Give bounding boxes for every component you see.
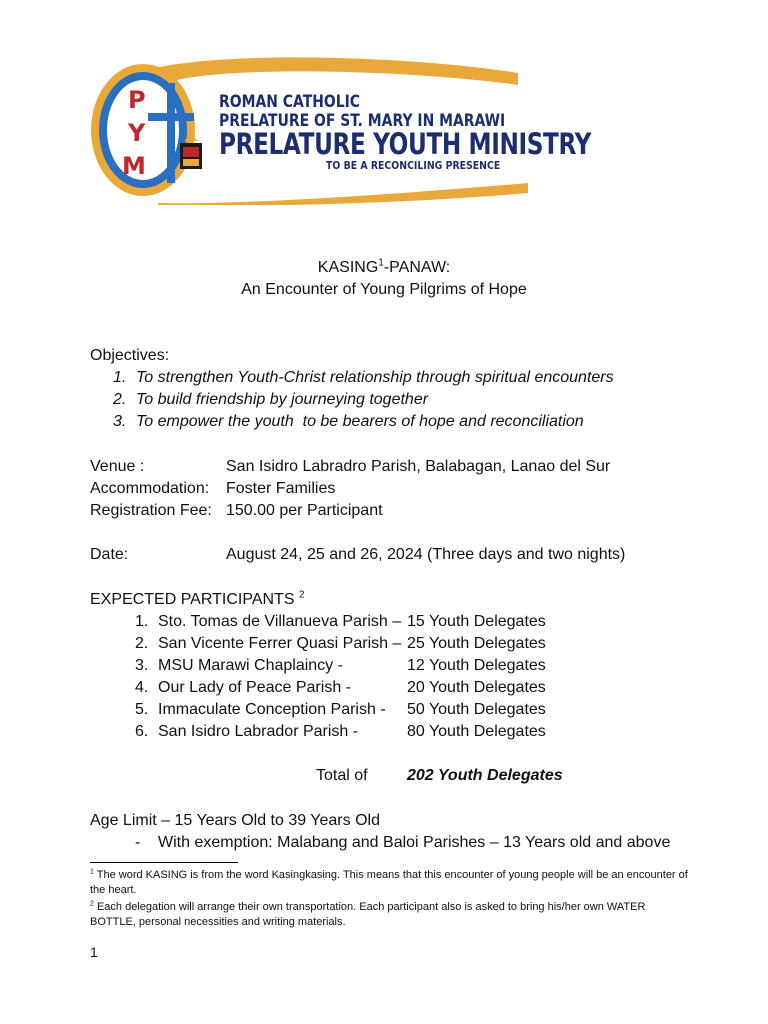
detail-label-registration-fee: Registration Fee:: [90, 502, 212, 519]
total-value: 202 Youth Delegates: [407, 767, 563, 784]
ministry-logo-banner: [0, 0, 768, 220]
monogram-letter-y: Y: [128, 119, 146, 147]
document-subtitle: An Encounter of Young Pilgrims of Hope: [241, 281, 527, 298]
objective-number: 1.: [113, 369, 127, 386]
participant-parish: MSU Marawi Chaplaincy -: [158, 657, 343, 674]
objective-item: To empower the youth to be bearers of hope and reconciliation: [136, 413, 584, 430]
date-label: Date:: [90, 546, 129, 563]
participants-heading-text: EXPECTED PARTICIPANTS: [90, 591, 295, 608]
date-value: August 24, 25 and 26, 2024 (Three days and two nights): [226, 546, 626, 563]
detail-label-accommodation: Accommodation:: [90, 480, 210, 497]
participant-number: 4.: [135, 679, 149, 696]
exemption-bullet: -: [135, 834, 141, 851]
detail-value-registration-fee: 150.00 per Participant: [226, 502, 383, 519]
age-limit: Age Limit – 15 Years Old to 39 Years Old: [90, 812, 380, 829]
participant-delegates: 15 Youth Delegates: [407, 613, 546, 630]
objectives-heading: Objectives:: [90, 347, 170, 364]
participant-delegates: 80 Youth Delegates: [407, 723, 546, 740]
title-word1: KASING: [317, 259, 379, 276]
participant-delegates: 20 Youth Delegates: [407, 679, 546, 696]
participant-number: 2.: [135, 635, 149, 652]
participant-delegates: 25 Youth Delegates: [407, 635, 546, 652]
title-footnote-ref-1: 1: [378, 257, 384, 269]
participant-number: 1.: [135, 613, 149, 630]
logo-org-line1: ROMAN CATHOLIC: [219, 92, 361, 112]
participant-delegates: 50 Youth Delegates: [407, 701, 546, 718]
footnote-divider: [90, 862, 238, 863]
participant-number: 3.: [135, 657, 149, 674]
logo-org-line2: PRELATURE OF ST. MARY IN MARAWI: [219, 111, 506, 131]
objective-number: 2.: [113, 391, 127, 408]
age-exemption: With exemption: Malabang and Baloi Parishes – 13 Years old and above: [158, 834, 671, 851]
footnote-2-marker: 2: [90, 900, 94, 908]
footnote-1-marker: 1: [90, 868, 94, 876]
participant-parish: San Vicente Ferrer Quasi Parish –: [158, 635, 402, 652]
objective-item: To strengthen Youth-Christ relationship through spiritual encounters: [136, 369, 614, 386]
footnote-1: [90, 868, 690, 898]
participant-parish: Our Lady of Peace Parish -: [158, 679, 351, 696]
detail-value-accommodation: Foster Families: [226, 480, 336, 497]
participant-delegates: 12 Youth Delegates: [407, 657, 546, 674]
page-number: 1: [90, 944, 98, 960]
total-label: Total of: [316, 767, 368, 784]
objective-number: 3.: [113, 413, 127, 430]
logo-org-line3: PRELATURE YOUTH MINISTRY: [219, 127, 592, 161]
monogram-letter-p: P: [128, 86, 146, 114]
footnote-1-text: The word KASING is from the word Kasingkasing. This means that this encounter of young people will be an encounter of the heart.: [90, 869, 688, 896]
participant-parish: Sto. Tomas de Villanueva Parish –: [158, 613, 402, 630]
participant-number: 5.: [135, 701, 149, 718]
participant-number: 6.: [135, 723, 149, 740]
title-word2: -PANAW:: [383, 259, 451, 276]
monogram-letter-m: M: [122, 152, 146, 180]
participant-parish: Immaculate Conception Parish -: [158, 701, 386, 718]
participants-heading: [90, 590, 305, 610]
participant-parish: San Isidro Labrador Parish -: [158, 723, 359, 740]
footnote-2: [90, 900, 690, 930]
logo-tagline: TO BE A RECONCILING PRESENCE: [326, 159, 501, 172]
objective-item: To build friendship by journeying together: [136, 391, 429, 408]
participants-footnote-ref-2: 2: [298, 589, 305, 601]
document-title: [0, 258, 768, 278]
detail-label-venue: Venue :: [90, 458, 145, 475]
footnote-2-text: Each delegation will arrange their own transportation. Each participant also is asked to bring his/her own WATER BOTTLE, personal necessities and writing materials.: [90, 901, 646, 928]
detail-value-venue: San Isidro Labradro Parish, Balabagan, Lanao del Sur: [226, 458, 611, 475]
